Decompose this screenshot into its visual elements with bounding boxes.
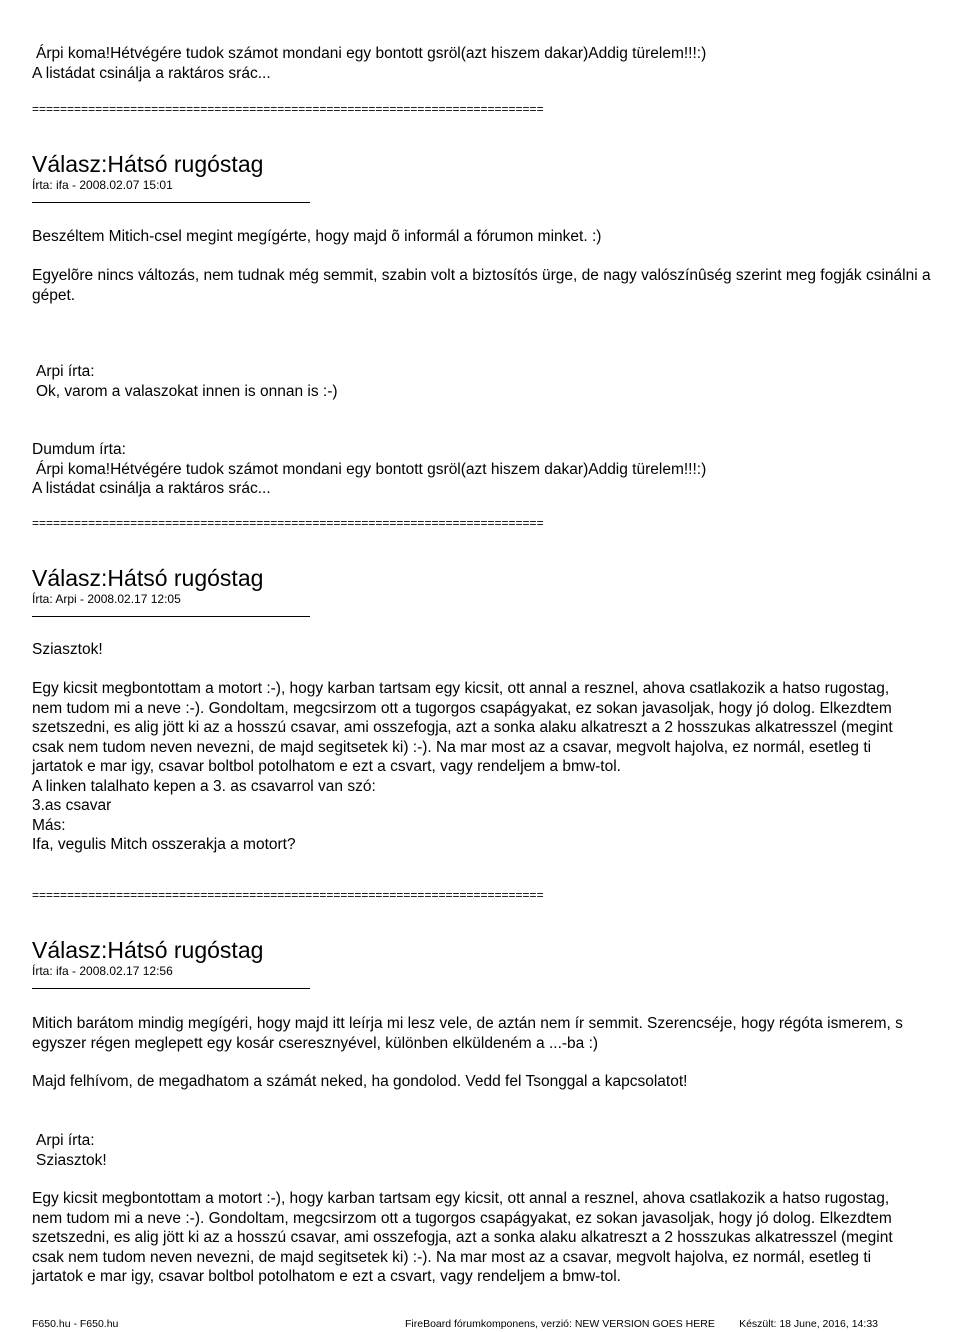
quote-block xyxy=(32,440,706,499)
quote-author: Dumdum írta: xyxy=(32,441,126,458)
post-meta: Írta: ifa - 2008.02.07 15:01 xyxy=(32,178,173,192)
footer-site: F650.hu - F650.hu xyxy=(32,1318,119,1330)
post-paragraph: Más: xyxy=(32,816,66,834)
post-link[interactable]: 3.as csavar xyxy=(32,797,112,814)
top-quote xyxy=(32,44,706,83)
post-title: Válasz:Hátsó rugóstag xyxy=(32,565,264,591)
footer-generated: Készült: 18 June, 2016, 14:33 xyxy=(739,1318,878,1330)
quote-text: Egy kicsit megbontottam a motort :-), hogy karban tartsam egy kicsit, ott annal a resznel, ahova csatlakozik a hatso rugostag, nem tudom mi a neve :-). Gondoltam, megcsirzom ott a tugorgos csapágyakat, ez sokan javasoljak, hogy jó dolog. Elkezdtem szetszedni, es alig jött ki az a hosszú csavar, ami osszefogja, azt a sonka alaku alkatreszt a 2 hosszukas alkatresszel (megint csak nem tudom neven nevezni, de majd segitsetek ki) :-). Na mar most az a csavar, megvolt hajolva, ez normál, esetleg ti jartatok e mar igy, csavar boltbol potolhatom e ezt a csvart, vagy rendeljem a bmw-tol. xyxy=(32,1190,897,1285)
post-title: Válasz:Hátsó rugóstag xyxy=(32,937,264,963)
footer-component: FireBoard fórumkomponens, verzió: NEW VERSION GOES HERE xyxy=(405,1318,715,1330)
separator-line: ========================================================================= xyxy=(32,102,544,116)
post-meta: Írta: Arpi - 2008.02.17 12:05 xyxy=(32,592,181,606)
post-paragraph: Ifa, vegulis Mitch osszerakja a motort? xyxy=(32,836,296,853)
post-paragraph: Egyelõre nincs változás, nem tudnak még semmit, szabin volt a biztosítós ürge, de nagy valószínûség szerint meg fogják csinálni a gépet. xyxy=(32,267,935,304)
post-greeting: Sziasztok! xyxy=(32,641,103,658)
post-paragraph: Beszéltem Mitich-csel megint megígérte, hogy majd õ informál a fórumon minket. :) xyxy=(32,228,602,245)
post-title: Válasz:Hátsó rugóstag xyxy=(32,151,264,177)
post-meta: Írta: ifa - 2008.02.17 12:56 xyxy=(32,964,173,978)
separator-line: ========================================================================= xyxy=(32,888,544,902)
post-paragraph: Majd felhívom, de megadhatom a számát neked, ha gondolod. Vedd fel Tsonggal a kapcsolatot! xyxy=(32,1073,688,1090)
post xyxy=(32,151,310,203)
post-paragraph: Mitich barátom mindig megígéri, hogy majd itt leírja mi lesz vele, de aztán nem ír semmit. Szerencséje, hogy régóta ismerem, s egyszer régen meglepett egy kosár cseresznyével, különben elküldeném a ...-ba :) xyxy=(32,1015,908,1052)
quote-author: Arpi írta: xyxy=(36,363,95,380)
quote-block xyxy=(32,362,338,401)
quote-text: A listádat csinálja a raktáros srác... xyxy=(32,480,271,497)
quote-block xyxy=(32,1131,107,1170)
post-paragraph: A linken talalhato kepen a 3. as csavarrol van szó: xyxy=(32,777,376,795)
post-paragraph: Egy kicsit megbontottam a motort :-), hogy karban tartsam egy kicsit, ott annal a resznel, ahova csatlakozik a hatso rugostag, nem tudom mi a neve :-). Gondoltam, megcsirzom ott a tugorgos csapágyakat, ez sokan javasoljak, hogy jó dolog. Elkezdtem szetszedni, es alig jött ki az a hosszú csavar, ami osszefogja, azt a sonka alaku alkatreszt a 2 hosszukas alkatresszel (megint csak nem tudom neven nevezni, de majd segitsetek ki) :-). Na mar most az a csavar, megvolt hajolva, ez normál, esetleg ti jartatok e mar igy, csavar boltbol potolhatom e ezt a csvart, vagy rendeljem a bmw-tol. xyxy=(32,680,897,775)
quote-text: Sziasztok! xyxy=(36,1151,107,1169)
post-body xyxy=(32,679,912,855)
post xyxy=(32,565,310,617)
quote-text: Ok, varom a valaszokat innen is onnan is :-) xyxy=(36,382,338,400)
post-rule xyxy=(32,202,310,203)
post-rule xyxy=(32,988,310,989)
quote-text: Árpi koma!Hétvégére tudok számot mondani egy bontott gsröl(azt hiszem dakar)Addig türelem!!!:) xyxy=(36,460,707,478)
post-rule xyxy=(32,616,310,617)
post xyxy=(32,937,310,989)
top-quote-line-1: Árpi koma!Hétvégére tudok számot mondani egy bontott gsröl(azt hiszem dakar)Addig türelem!!!:) xyxy=(36,45,707,62)
quote-author: Arpi írta: xyxy=(36,1132,95,1149)
top-quote-line-2: A listádat csinálja a raktáros srác... xyxy=(32,64,271,82)
separator-line: ========================================================================= xyxy=(32,516,544,530)
